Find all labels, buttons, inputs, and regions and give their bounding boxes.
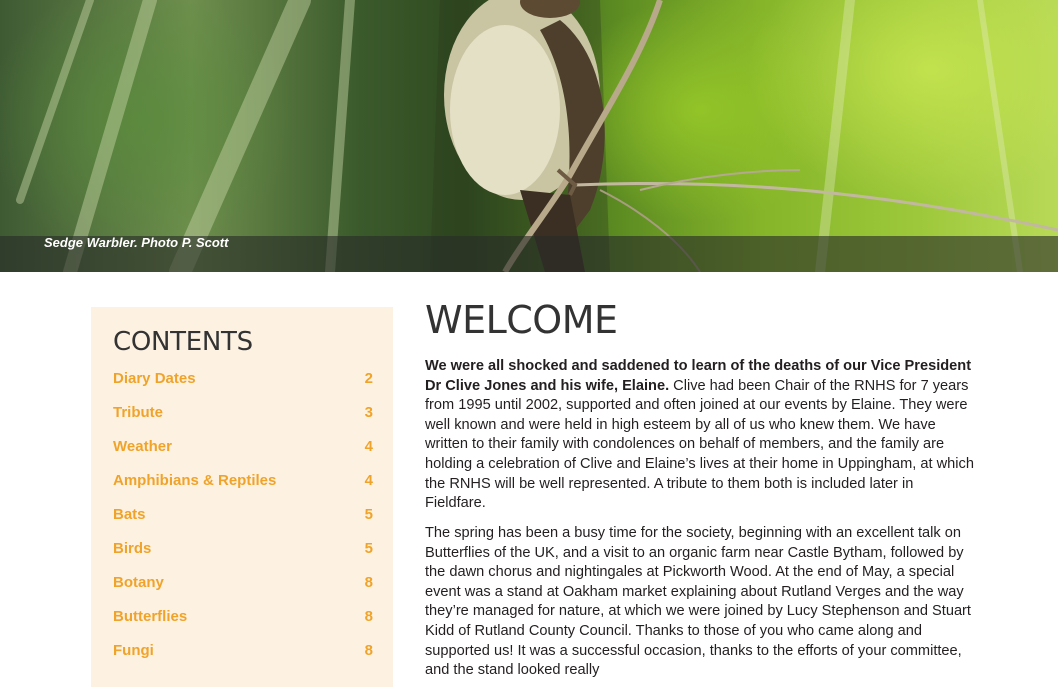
toc-item[interactable] [113,574,373,594]
toc-label: Diary Dates [113,370,196,387]
toc-page: 4 [364,438,373,455]
toc-item[interactable] [113,472,373,492]
toc-page: 3 [364,404,373,421]
toc-item[interactable] [113,540,373,560]
welcome-lead: We were all shocked and saddened to learn of the deaths of our Vice President Dr Clive Jones and his wife, Elaine. [425,358,972,394]
toc-label: Fungi [113,642,154,659]
contents-box [91,307,393,687]
welcome-title: WELCOME [425,298,618,342]
toc-page: 4 [364,472,373,489]
toc-item[interactable] [113,608,373,628]
welcome-paragraph-2: The spring has been a busy time for the society, beginning with an excellent talk on Butterflies of the UK, and a visit to an organic farm near Castle Bytham, followed by the dawn chorus and nightingales at Pickworth Wood. At the end of May, a special event was a stand at Oakham market explaining about Rutland Verges and the way they’re managed for nature, at which we were joined by Lucy Stephenson and Stuart Kidd of Rutland County Council. Thanks to those of you who came along and supported us! It was a successful occasion, thanks to the efforts of your committee, and the stand looked really [425,525,971,679]
sedge-warbler-illustration [0,0,1058,272]
hero-photo [0,0,1058,272]
toc-item[interactable] [113,404,373,424]
toc-label: Botany [113,574,164,591]
toc-item[interactable] [113,642,373,662]
toc-label: Butterflies [113,608,188,625]
toc-page: 8 [364,642,373,659]
toc-page: 8 [364,574,373,591]
toc-label: Birds [113,540,152,557]
welcome-body: Clive had been Chair of the RNHS for 7 years from 1995 until 2002, supported and often joined at our events by Elaine. They were well known and were held in high esteem by all of us who knew them. We have written to their family with condolences on behalf of members, and the family are holding a celebration of Clive and Elaine’s lives at their home in Uppingham, at which the RNHS will be well represented. A tribute to them both is included later in Fieldfare. [425,377,974,512]
toc-label: Tribute [113,404,164,421]
toc-item[interactable] [113,370,373,390]
welcome-paragraph-1 [425,357,975,514]
toc-label: Bats [113,506,146,523]
toc-label: Amphibians & Reptiles [113,472,277,489]
toc-page: 8 [364,608,373,625]
toc-label: Weather [113,438,172,455]
toc-page: 2 [364,370,373,387]
toc-item[interactable] [113,506,373,526]
contents-title: CONTENTS [113,327,253,357]
photo-caption: Sedge Warbler. Photo P. Scott [44,235,229,250]
toc-page: 5 [364,506,373,523]
toc-page: 5 [364,540,373,557]
toc-item[interactable] [113,438,373,458]
